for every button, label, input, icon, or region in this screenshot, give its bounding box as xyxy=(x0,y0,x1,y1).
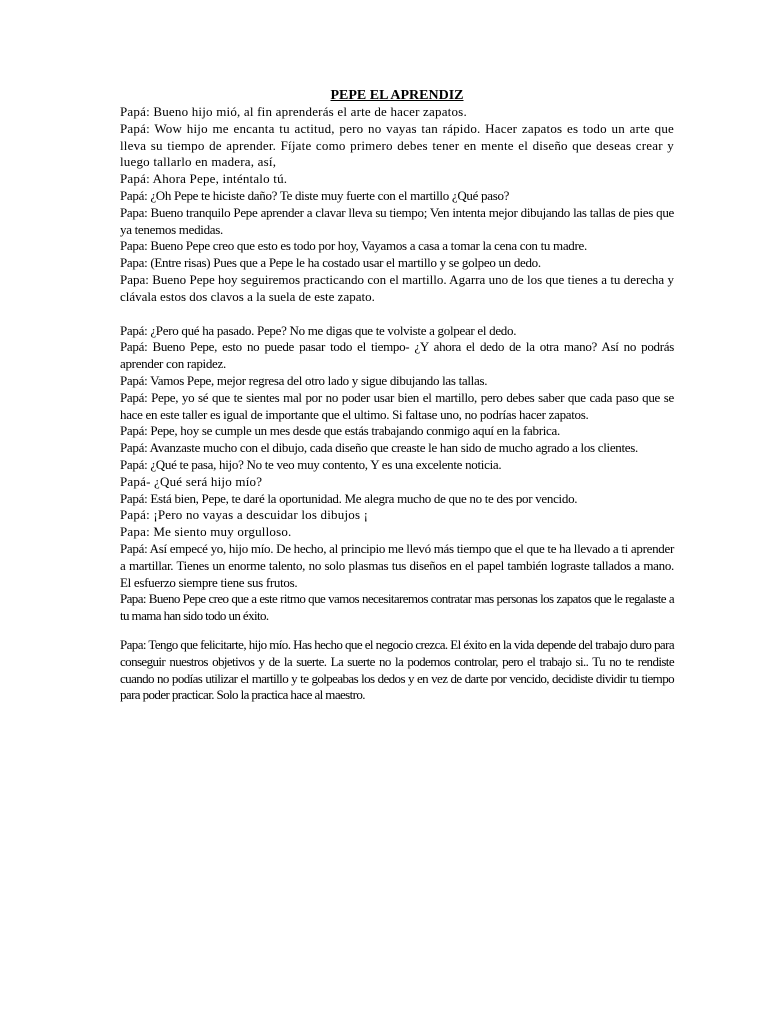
paragraph: Papá- ¿Qué será hijo mío? xyxy=(120,473,263,489)
paragraph: Papá: Vamos Pepe, mejor regresa del otro lado y sigue dibujando las tallas. xyxy=(120,372,488,388)
paragraph: Papa: Bueno Pepe creo que esto es todo por hoy, Vayamos a casa a tomar la cena con tu madre. xyxy=(120,238,587,254)
document-title: PEPE EL APRENDIZ xyxy=(330,88,464,103)
paragraph: Papá: Pepe, hoy se cumple un mes desde que estás trabajando conmigo aquí en la fabrica. xyxy=(120,423,560,439)
paragraph: Papa: Me siento muy orgulloso. xyxy=(120,524,292,540)
paragraph: Papa: Tengo que felicitarte, hijo mío. Has hecho que el negocio crezca. El éxito en la vida depende del trabajo duro para conseguir nuestros objetivos y de la suerte. La suerte no la podemos controlar, pero el trabajo si.. Tu no te rendiste cuando no podías utilizar el martillo y te golpeabas los dedos y en vez de darte por vencido, decidiste dividir tu tiempo para poder practicar. Solo la practica hace al maestro. xyxy=(120,636,674,703)
paragraph: Papá: ¡Pero no vayas a descuidar los dibujos ¡ xyxy=(120,507,369,523)
paragraph: Papá: Bueno Pepe, esto no puede pasar todo el tiempo- ¿Y ahora el dedo de la otra mano? Así no podrás aprender con rapidez. xyxy=(120,339,674,372)
paragraph: Papá: Pepe, yo sé que te sientes mal por no poder usar bien el martillo, pero debes saber que cada paso que se hace en este taller es igual de importante que el ultimo. Si faltase uno, no podrías hacer zapatos. xyxy=(120,389,674,422)
paragraph: Papá: Está bien, Pepe, te daré la oportunidad. Me alegra mucho de que no te des por vencido. xyxy=(120,490,578,506)
paragraph: Papa: Bueno Pepe hoy seguiremos practicando con el martillo. Agarra uno de los que tienes a tu derecha y clávala estos dos clavos a la suela de este zapato. xyxy=(120,271,674,304)
paragraph: Papa: Bueno tranquilo Pepe aprender a clavar lleva su tiempo; Ven intenta mejor dibujando las tallas de pies que ya tenemos medidas. xyxy=(120,204,674,237)
paragraph: Papa: (Entre risas) Pues que a Pepe le ha costado usar el martillo y se golpeo un dedo. xyxy=(120,255,541,271)
paragraph: Papá: Wow hijo me encanta tu actitud, pero no vayas tan rápido. Hacer zapatos es todo un arte que lleva su tiempo de aprender. Fíjate como primero debes tener en mente el diseño que deseas crear y luego tallarlo en madera, así, xyxy=(120,120,674,170)
paragraph: Papá: Avanzaste mucho con el dibujo, cada diseño que creaste le han sido de mucho agrado a los clientes. xyxy=(120,440,638,456)
paragraph: Papá: ¿Oh Pepe te hiciste daño? Te diste muy fuerte con el martillo ¿Qué paso? xyxy=(120,187,510,203)
paragraph: Papá: Ahora Pepe, inténtalo tú. xyxy=(120,171,288,187)
paragraph: Papá: Bueno hijo mió, al fin aprenderás el arte de hacer zapatos. xyxy=(120,104,467,119)
paragraph: Papá: ¿Pero qué ha pasado. Pepe? No me digas que te volviste a golpear el dedo. xyxy=(120,322,517,338)
paragraph: Papá: Así empecé yo, hijo mío. De hecho, al principio me llevó más tiempo que el que te ha llevado a ti aprender a martillar. Tienes un enorme talento, no solo plasmas tus diseños en el papel también lograste tallados a mano. El esfuerzo siempre tiene sus frutos. xyxy=(120,540,674,590)
paragraph: Papá: ¿Qué te pasa, hijo? No te veo muy contento, Y es una excelente noticia. xyxy=(120,456,502,472)
paragraph: Papa: Bueno Pepe creo que a este ritmo que vamos necesitaremos contratar mas personas los zapatos que le regalaste a tu mama han sido todo un éxito. xyxy=(120,591,674,624)
document-body xyxy=(120,87,674,704)
